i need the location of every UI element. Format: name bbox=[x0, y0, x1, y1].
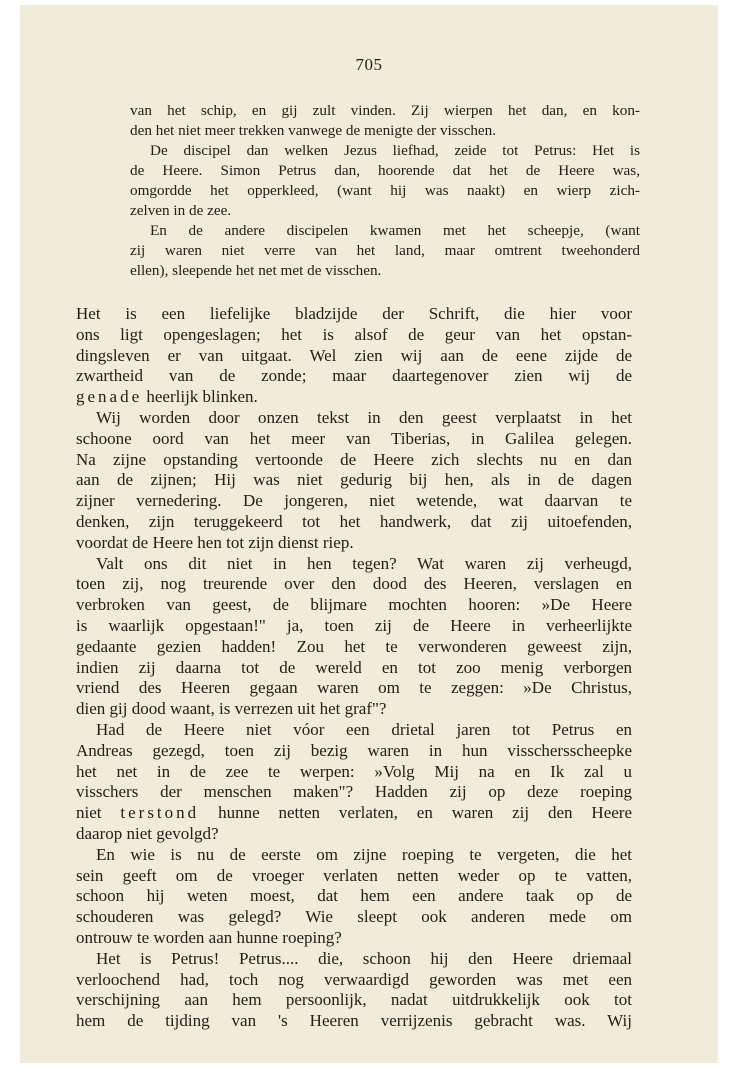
text-line: is waarlijk opgestaan!" ja, toen zij de Heere in verheerlijkte bbox=[76, 615, 632, 635]
text-line: Valt ons dit niet in hen tegen? Wat waren zij verheugd, bbox=[96, 553, 632, 573]
text-line: voordat de Heere hen tot zijn dienst riep. bbox=[76, 532, 354, 552]
text-fragment: heerlijk blinken. bbox=[146, 387, 258, 407]
text-line: sein geeft om de vroeger verlaten netten weder op te vatten, bbox=[76, 865, 632, 885]
text-line bbox=[76, 387, 632, 408]
scripture-line: zij waren niet verre van het land, maar omtrent tweehonderd bbox=[130, 242, 640, 259]
scripture-line: den het niet meer trekken vanwege de menigte der visschen. bbox=[130, 122, 497, 139]
text-line: verloochend had, toch nog verwaardigd geworden was met een bbox=[76, 969, 632, 989]
text-line: zwartheid van de zonde; maar daartegenover zien wij de bbox=[76, 366, 632, 386]
emphasis-genade: genade bbox=[76, 387, 143, 407]
text-line: Andreas gezegd, toen zij bezig waren in hun visschersscheepke bbox=[76, 740, 632, 760]
text-fragment: hunne netten verlaten, en waren zij den Heere bbox=[218, 803, 633, 823]
text-line: hem de tijding van 's Heeren verrijzenis gebracht was. Wij bbox=[76, 1011, 632, 1031]
scripture-passage bbox=[130, 101, 640, 281]
book-page bbox=[20, 5, 718, 1063]
text-line: visschers der menschen maken"? Hadden zij op deze roeping bbox=[76, 782, 632, 802]
text-line: zijner vernedering. De jongeren, niet wetende, wat daarvan te bbox=[76, 491, 632, 511]
text-line: Had de Heere niet vóor een drietal jaren tot Petrus en bbox=[96, 719, 632, 739]
text-line: verbroken van geest, de blijmare mochten hooren: »De Heere bbox=[76, 595, 632, 615]
text-line: Na zijne opstanding vertoonde de Heere zich slechts nu en dan bbox=[76, 449, 632, 469]
text-line: Het is Petrus! Petrus.... die, schoon hij den Heere driemaal bbox=[96, 948, 632, 968]
text-line: Het is een liefelijke bladzijde der Schrift, die hier voor bbox=[76, 304, 632, 323]
text-line: vriend des Heeren gegaan waren om te zeggen: »De Christus, bbox=[76, 678, 632, 698]
text-line: schoon hij weten moest, dat hem een andere taak op de bbox=[76, 886, 632, 906]
text-line bbox=[76, 803, 632, 824]
scripture-line: van het schip, en gij zult vinden. Zij wierpen het dan, en kon- bbox=[130, 102, 640, 119]
text-line: En wie is nu de eerste om zijne roeping te vergeten, die het bbox=[96, 844, 632, 864]
text-line: aan de zijnen; Hij was niet gedurig bij hen, als in de dagen bbox=[76, 470, 632, 490]
scripture-line: En de andere discipelen kwamen met het scheepje, (want bbox=[150, 222, 640, 239]
scripture-line: omgordde het opperkleed, (want hij was naakt) en wierp zich- bbox=[130, 182, 640, 199]
text-line: ontrouw te worden aan hunne roeping? bbox=[76, 927, 342, 947]
text-line: Wij worden door onzen tekst in den geest verplaatst in het bbox=[96, 407, 632, 427]
scripture-line: zelven in de zee. bbox=[130, 202, 232, 219]
text-line: dien gij dood waant, is verrezen uit het graf"? bbox=[76, 699, 387, 719]
text-line: denken, zijn teruggekeerd tot het handwerk, dat zij uitoefenden, bbox=[76, 511, 632, 531]
text-line: schoone oord van het meer van Tiberias, in Galilea gelegen. bbox=[76, 428, 632, 448]
emphasis-terstond: terstond bbox=[120, 803, 200, 823]
scripture-line: de Heere. Simon Petrus dan, hoorende dat het de Heere was, bbox=[130, 162, 640, 179]
text-line: het net in de zee te werpen: »Volg Mij na en Ik zal u bbox=[76, 761, 632, 781]
text-line: indien zij daarna tot de wereld en tot zoo menig verborgen bbox=[76, 657, 632, 677]
text-fragment: niet bbox=[76, 803, 102, 823]
commentary-text bbox=[76, 304, 632, 1032]
text-line: schouderen was gelegd? Wie sleept ook anderen mede om bbox=[76, 907, 632, 927]
scripture-line: De discipel dan welken Jezus liefhad, zeide tot Petrus: Het is bbox=[150, 142, 640, 159]
text-line: verschijning aan hem persoonlijk, nadat uitdrukkelijk ook tot bbox=[76, 990, 632, 1010]
text-line: daarop niet gevolgd? bbox=[76, 823, 219, 843]
page-number: 705 bbox=[355, 55, 383, 74]
text-line: ons ligt opengeslagen; het is alsof de geur van het opstan- bbox=[76, 324, 632, 344]
scripture-line: ellen), sleepende het net met de visschen. bbox=[130, 262, 382, 279]
text-line: gedaante gezien hadden! Zou het te verwonderen geweest zijn, bbox=[76, 636, 632, 656]
text-line: dingsleven er van uitgaat. Wel zien wij aan de eene zijde de bbox=[76, 345, 632, 365]
text-line: toen zij, nog treurende over den dood des Heeren, verslagen en bbox=[76, 574, 632, 594]
